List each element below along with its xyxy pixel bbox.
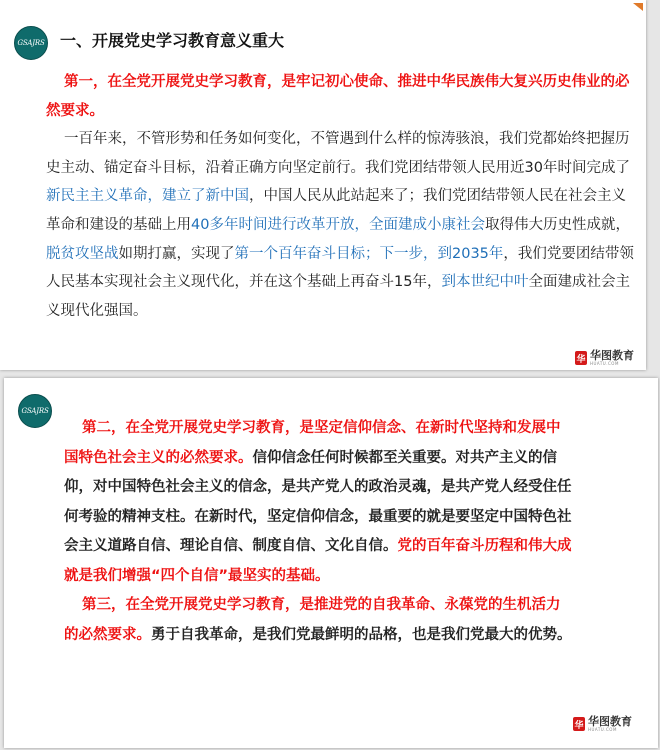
- logo-badge-icon: [14, 26, 48, 60]
- paragraph-text: 全面建成社会主义现代化强国。: [46, 274, 630, 319]
- point-two-title: 第二，在全党开展党史学习教育，是坚定信仰信念、在新时代坚持和发展中国特色社会主义的必然要求。: [64, 420, 561, 466]
- paragraph-text: 勇于自我革命，是我们党最鲜明的品格，也是我们党最大的优势。: [151, 626, 572, 643]
- point-one-title: 第一，在全党开展党史学习教育，是牢记初心使命、推进中华民族伟大复兴历史伟业的必然要求。: [46, 74, 630, 119]
- watermark-name: 华图教育: [588, 715, 632, 728]
- point-three-title: 第三，在全党开展党史学习教育，是推进党的自我革命、永葆党的生机活力的必然要求。: [64, 597, 561, 643]
- highlight-text: 新民主主义革命，建立了新中国: [46, 188, 249, 205]
- highlight-text: 第一个百年奋斗目标；下一步，到2035年: [234, 245, 504, 262]
- paragraph-text: ，我们党要团结带领人民基本实现社会主义现代化，并在这个基础上再奋斗15年，: [46, 245, 634, 291]
- slide-1: [0, 0, 646, 370]
- paragraph-text: ，中国人民从此站起来了；我们党团结带领人民在社会主义革命和建设的基础上用: [46, 188, 626, 233]
- highlight-text: 脱贫攻坚战: [46, 245, 119, 262]
- highlight-text: 40多年时间进行改革开放，全面建成小康社会: [191, 216, 485, 233]
- paragraph-text: 一百年来，不管形势和任务如何变化，不管遇到什么样的惊涛骇浪，我们党都始终把握历史主动、锚定奋斗目标，沿着正确方向坚定前行。我们党团结带领人民用近30年时间完成了: [46, 131, 630, 176]
- logo-text: GSAJRS: [17, 39, 45, 47]
- huatu-logo-icon: 华: [573, 717, 585, 731]
- section-heading: 一、开展党史学习教育意义重大: [60, 31, 285, 50]
- watermark-url: HUATU.COM: [590, 361, 619, 366]
- watermark-name: 华图教育: [590, 349, 634, 362]
- huatu-logo-icon: 华: [575, 351, 587, 365]
- corner-mark-icon: [632, 2, 644, 12]
- paragraph-text: 取得伟大历史性成就，: [484, 216, 630, 233]
- slide-2: [4, 378, 658, 748]
- huatu-watermark: [573, 716, 632, 732]
- logo-text: GSAJRS: [21, 407, 49, 415]
- huatu-watermark: [575, 350, 634, 366]
- highlight-text: 到本世纪中叶: [441, 274, 529, 291]
- section-body: [64, 414, 574, 650]
- emphasis-text: 党的百年奋斗历程和伟大成就是我们增强“四个自信”最坚实的基础。: [64, 538, 572, 584]
- section-body: [46, 68, 634, 325]
- paragraph-text: 如期打赢，实现了: [118, 245, 235, 262]
- logo-badge-icon: [18, 394, 52, 428]
- paragraph-text: 信仰信念任何时候都至关重要。对共产主义的信仰，对中国特色社会主义的信念，是共产党人的政治灵魂，是共产党人经受住任何考验的精神支柱。在新时代，坚定信仰信念，最重要的就是要坚定中国特色社会主义道路自信、理论自信、制度自信、文化自信。: [64, 449, 572, 554]
- watermark-url: HUATU.COM: [588, 727, 617, 732]
